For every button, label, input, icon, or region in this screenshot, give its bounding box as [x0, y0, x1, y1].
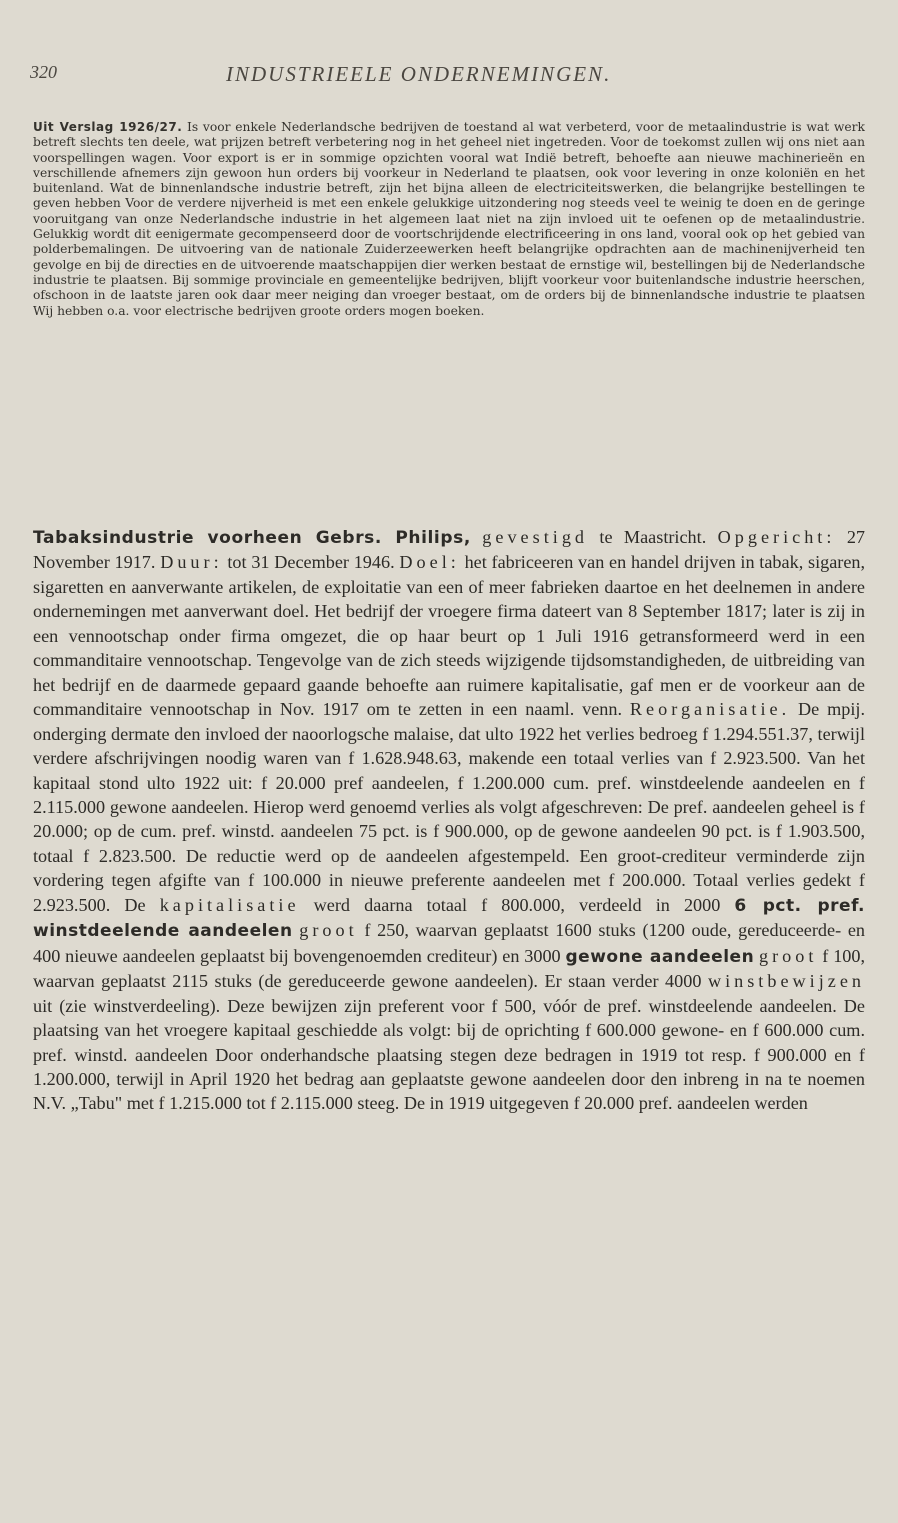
entry-label-duration: Duur:	[160, 552, 223, 573]
entry-label-founded: Opgericht:	[717, 527, 836, 547]
entry-text-20: uit (zie winstverdeeling). Deze bewijzen zijn preferent voor f 500, vóór de pref. winstdeelende aandeelen. De plaatsing van het vroegere kapitaal geschiedde als volgt: bij de oprichting f 600.000 gewone- en f 600.000 cum. pref. winstd. aandeelen Door onderhandsche plaatsing stegen deze bedragen in 1919 tot resp. f 900.000 en f 1.200.000, terwijl in April 1920 het bedrag aan geplaatste gewone aandeelen door den inbreng in na te noemen N.V. „Tabu" met f 1.215.000 tot f 2.115.000 steeg. De in 1919 uitgegeven f 20.000 pref. aandeelen werden	[33, 995, 865, 1114]
entry-text-14: groot	[299, 920, 358, 941]
company-entry	[33, 525, 865, 1116]
entry-text-15: f 250, waarvan geplaatst 1600 stuks (1200 oude, gereduceerde- en 400 nieuwe aandeelen geplaatst bij bovengenoemden crediteur) en 3000	[33, 920, 866, 966]
entry-text-01: gevestigd	[482, 527, 589, 547]
entry-label-capitalisation: kapitalisatie	[159, 894, 300, 915]
page-header	[30, 62, 870, 92]
entry-text-06: tot 31 December 1946.	[227, 552, 395, 573]
entry-text-08: het fabriceeren van en handel drijven in tabak, sigaren, sigaretten en aanverwante artikelen, de exploitatie van een of meer fabrieken daartoe en het deelnemen in andere ondernemingen met aanverwant doel. Het bedrijf der vroegere firma dateert van 8 September 1817; later is zij in een vennootschap onder firma omgezet, die op haar beurt op 1 Juli 1916 getransformeerd werd in een commanditaire vennootschap. Tengevolge van de zich steeds wijzigende tijdsomstandigheden, de uitbreiding van het bedrijf en de daarmede gepaard gaande behoefte aan ruimere kapitalisatie, gaf men er de voorkeur aan de commanditaire vennootschap in Nov. 1917 om te zetten in een naaml. venn.	[33, 552, 866, 720]
entry-text-04: 27 November 1917.	[33, 527, 865, 573]
page-number: 320	[30, 62, 57, 82]
company-name: Tabaksindustrie voorheen Gebrs. Philips,	[33, 528, 471, 548]
report-lead: Uit Verslag 1926/27.	[33, 120, 183, 134]
entry-text-02: te Maastricht.	[599, 527, 707, 547]
entry-text-12: werd daarna totaal f 800.000, verdeeld in 2000	[313, 894, 721, 915]
entry-text-18: f 100, waarvan geplaatst 2115 stuks (de gereduceerde gewone aandeelen). Er staan verder 4000	[33, 945, 866, 992]
entry-text-10: De mpij. onderging dermate den invloed der naoorlogsche malaise, dat ulto 1922 het verlies bedroeg f 1.294.551.37, terwijl verdere afschrijvingen noodig waren van f 1.628.948.63, makende een totaal verlies van f 2.923.500. Van het kapitaal stond ulto 1922 uit: f 20.000 pref aandeelen, f 1.200.000 cum. pref. winstdeelende aandeelen en f 2.115.000 gewone aandeelen. Hierop werd genoemd verlies als volgt afgeschreven: De pref. aandeelen geheel is f 20.000; op de cum. pref. winstd. aandeelen 75 pct. is f 900.000, op de gewone aandeelen 90 pct. is f 1.903.500, totaal f 2.823.500. De reductie werd op de aandeelen afgestempeld. Een groot-crediteur verminderde zijn vordering tegen afgifte van f 100.000 in nieuwe preferente aandeelen met f 200.000. Totaal verlies gedekt f 2.923.500. De	[33, 699, 866, 915]
entry-label-purpose: Doel:	[399, 552, 460, 573]
report-excerpt	[33, 120, 865, 319]
entry-text-17: groot	[759, 945, 818, 966]
entry-label-profit-certificates: winstbewijzen	[707, 971, 866, 992]
entry-label-reorganisation: Reorganisatie.	[629, 699, 791, 720]
running-title: INDUSTRIEELE ONDERNEMINGEN.	[226, 62, 612, 86]
entry-common-shares: gewone aandeelen	[565, 946, 755, 967]
report-text: Is voor enkele Nederlandsche bedrijven de toestand al wat verbeterd, voor de metaalindustrie is wat werk betreft slechts ten deele, wat prijzen betreft verbetering nog in het geheel niet ingetreden. Voor de toekomst zullen wij ons niet aan voorspellingen wagen. Voor export is er in sommige opzichten vooral wat Indië betreft, behoefte aan nieuwe machinerieën en verschillende afnemers zijn gewoon hun orders bij voorkeur in Nederland te plaatsen, ook voor levering in onze koloniën en het buitenland. Wat de binnenlandsche industrie betreft, zijn het bijna alleen de electriciteitswerken, die belangrijke bestellingen te geven hebben Voor de verdere nijverheid is met een enkele gelukkige uitzondering nog steeds veel te weinig te doen en de geringe vooruitgang van onze Nederlandsche industrie in het algemeen laat niet na zijn invloed uit te oefenen op de metaalindustrie. Gelukkig wordt dit eenigermate gecompenseerd door de voortschrijdende electrificeering in ons land, vooral ook op het gebied van polderbemalingen. De uitvoering van de nationale Zuiderzeewerken heeft belangrijke opdrachten aan de machinenijverheid ten gevolge en bij de directies en de uitvoerende maatschappijen dier werken bestaat de ernstige wil, bestellingen bij de Nederlandsche industrie te plaatsen. Bij sommige provinciale en gemeentelijke bedrijven, blijft voorkeur voor buitenlandsche industrie heerschen, ofschoon in de laatste jaren ook daar meer neiging dan vroeger bestaat, om de orders bij de binnenlandsche industrie te plaatsen Wij hebben o.a. voor electrische bedrijven groote orders mogen boeken.	[33, 120, 865, 318]
entry-pref-shares: 6 pct. pref. winstdeelende aandeelen	[33, 895, 866, 942]
